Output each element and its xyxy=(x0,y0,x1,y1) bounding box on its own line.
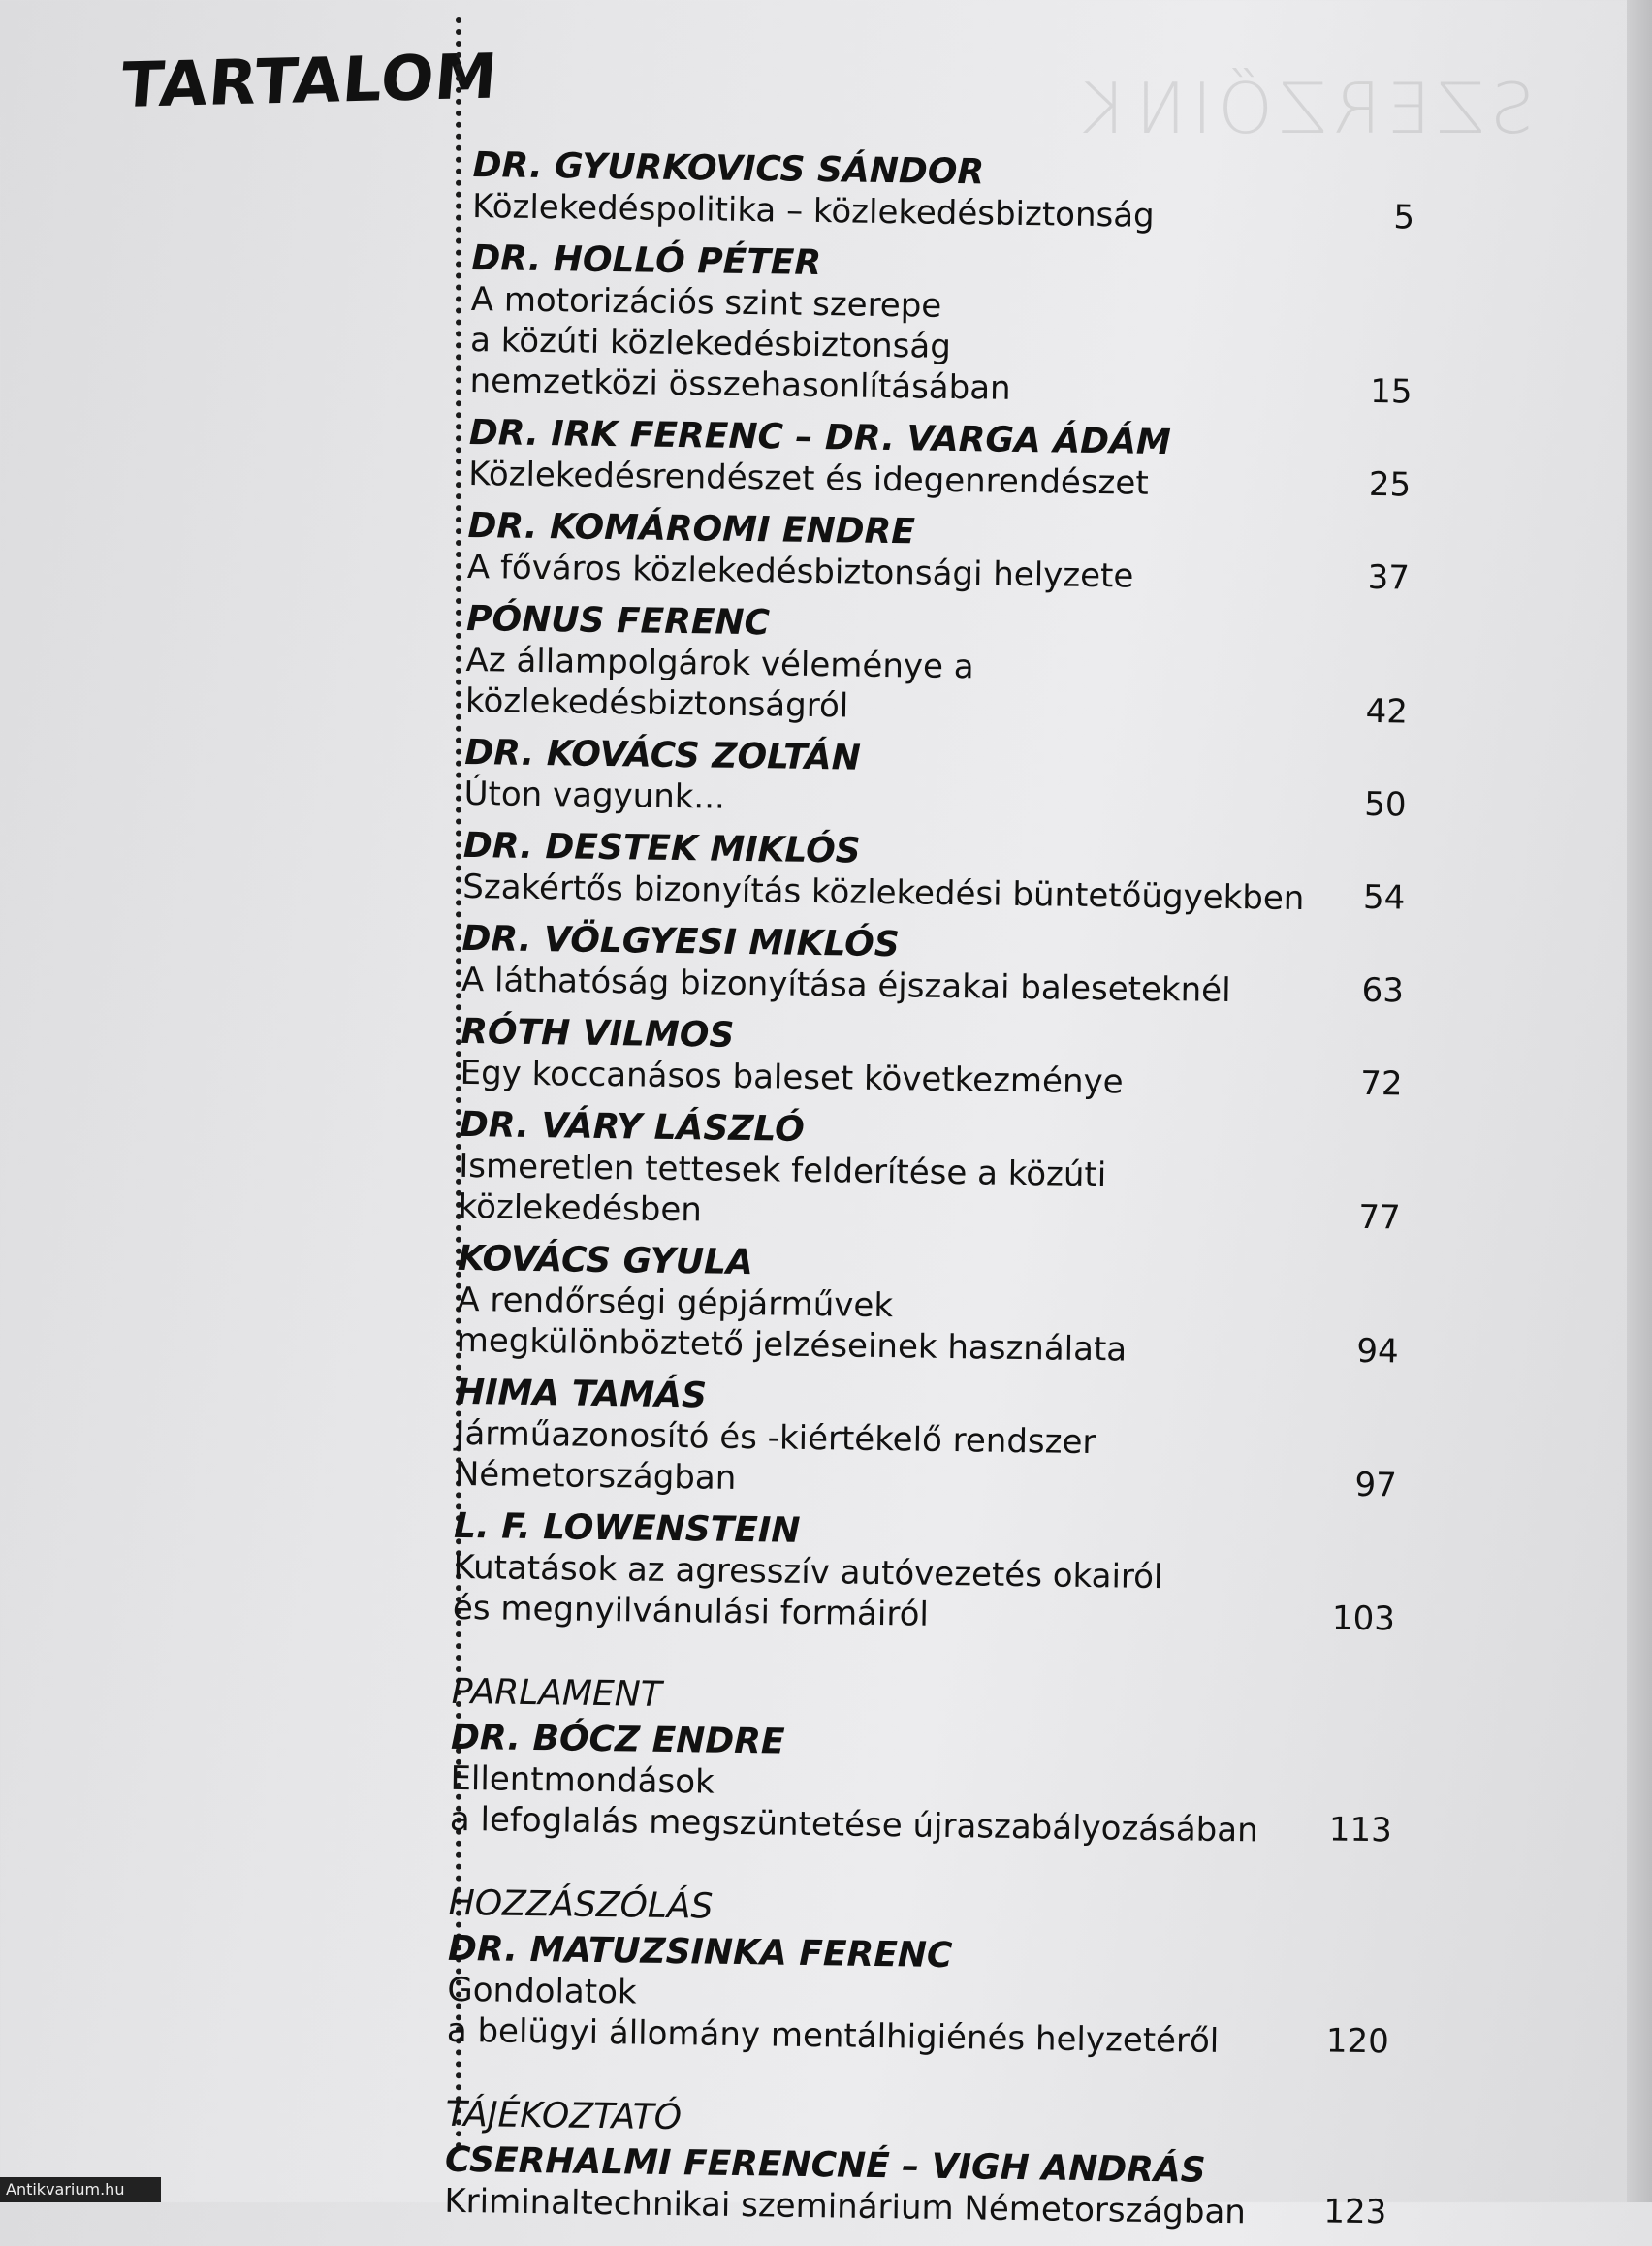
toc-entry xyxy=(469,238,1421,415)
toc-entry xyxy=(467,506,1418,601)
section-label-parlament: PARLAMENT xyxy=(451,1671,662,1715)
entry-title-line: Közlekedéspolitika – közlekedésbiztonság xyxy=(471,186,1155,236)
section-label-tajekoztato: TÁJÉKOZTATÓ xyxy=(445,2094,683,2138)
entry-title-line: Kutatások az agresszív autóvezetés okairól xyxy=(453,1547,1163,1598)
entry-title-line: A motorizációs szint szerepe xyxy=(470,279,942,326)
entry-title-line: Kriminaltechnikai szeminárium Németországban xyxy=(444,2181,1247,2232)
entry-page-number: 63 xyxy=(1361,970,1405,1011)
entry-title-line: megkülönböztető jelzéseinek használata xyxy=(456,1320,1128,1370)
entry-page-number: 42 xyxy=(1365,691,1409,732)
section-label-hozzaszolas: HOZZÁSZÓLÁS xyxy=(448,1882,714,1927)
entry-author: DR. KOMÁROMI ENDRE xyxy=(467,505,916,553)
entry-title-line: nemzetközi összehasonlításában xyxy=(469,361,1011,408)
entry-title-line: Az állampolgárok véleménye a közlekedésbiztonságról xyxy=(464,640,974,726)
entry-author: DR. VÁRY LÁSZLÓ xyxy=(459,1104,806,1150)
entry-title-line: Ismeretlen tettesek felderítése a közúti közlekedésben xyxy=(458,1146,1107,1230)
toc-entry xyxy=(453,1506,1405,1642)
entry-author: DR. HOLLÓ PÉTER xyxy=(471,237,822,284)
entry-title-line: A főváros közlekedésbiztonsági helyzete xyxy=(466,547,1134,596)
toc-entry xyxy=(465,599,1417,735)
entry-page-number: 77 xyxy=(1358,1197,1401,1238)
toc-entry xyxy=(444,2140,1395,2235)
page-edge xyxy=(1627,0,1652,2202)
entry-title-line: Szakértős bizonyítás közlekedési büntetőügyekben xyxy=(462,867,1305,919)
entry-page-number: 103 xyxy=(1331,1598,1396,1639)
entry-title-line: Egy koccanásos baleset következménye xyxy=(460,1053,1124,1102)
entry-title-line: és megnyilvánulási formáiról xyxy=(452,1588,930,1634)
entry-page-number: 120 xyxy=(1325,2021,1390,2062)
toc-entry xyxy=(460,1012,1411,1107)
entry-author: DR. MATUZSINKA FERENC xyxy=(447,1928,953,1977)
watermark: Antikvarium.hu xyxy=(0,2177,161,2202)
toc-entry xyxy=(458,1105,1410,1241)
entry-page-number: 113 xyxy=(1328,1810,1393,1851)
entry-author: DR. DESTEK MIKLÓS xyxy=(462,825,861,871)
page-title: TARTALOM xyxy=(118,41,501,122)
entry-title-line: Gondolatok xyxy=(447,1970,637,2012)
entry-title-line: a belügyi állomány mentálhigiénés helyzetéről xyxy=(446,2010,1220,2061)
toc-entry xyxy=(463,733,1414,828)
toc-entry xyxy=(462,826,1414,921)
bleed-through-heading: SZERZŐINK xyxy=(1076,68,1535,149)
toc-entry xyxy=(456,1239,1408,1375)
entry-author: L. F. LOWENSTEIN xyxy=(453,1505,801,1551)
entry-page-number: 54 xyxy=(1362,877,1406,918)
entry-author: KOVÁCS GYULA xyxy=(457,1238,754,1283)
entry-author: HIMA TAMÁS xyxy=(455,1372,708,1416)
entry-page-number: 72 xyxy=(1360,1063,1403,1104)
entry-title-line: a közúti közlekedésbiztonság xyxy=(469,320,952,366)
toc-entry xyxy=(447,1929,1399,2065)
toc-entry xyxy=(455,1373,1407,1508)
entry-title-line: Ellentmondások xyxy=(450,1758,715,1802)
toc-entry xyxy=(461,919,1413,1014)
entry-author: PÓNUS FERENC xyxy=(465,598,771,644)
entry-author: CSERHALMI FERENCNÉ – VIGH ANDRÁS xyxy=(444,2139,1206,2191)
entry-page-number: 94 xyxy=(1356,1331,1399,1372)
entry-page-number: 15 xyxy=(1369,371,1413,412)
entry-author: DR. BÓCZ ENDRE xyxy=(450,1717,785,1762)
entry-title-line: Úton vagyunk... xyxy=(463,774,726,817)
entry-title-line: Közlekedésrendészet és idegenrendészet xyxy=(467,454,1149,503)
toc-entry xyxy=(468,413,1419,508)
table-of-contents xyxy=(444,145,1423,2246)
entry-page-number: 97 xyxy=(1354,1465,1398,1505)
entry-author: DR. KOVÁCS ZOLTÁN xyxy=(463,732,862,778)
entry-page-number: 5 xyxy=(1393,198,1415,237)
entry-author: DR. IRK FERENC – DR. VARGA ÁDÁM xyxy=(468,412,1172,463)
entry-title-line: A rendőrségi gépjárművek xyxy=(457,1280,894,1326)
entry-author: DR. GYURKOVICS SÁNDOR xyxy=(472,145,985,193)
entry-page-number: 123 xyxy=(1323,2192,1387,2232)
entry-title-line: a lefoglalás megszüntetése újraszabályozásában xyxy=(449,1799,1258,1851)
toc-entry xyxy=(472,145,1423,240)
entry-author: RÓTH VILMOS xyxy=(460,1011,735,1056)
entry-page-number: 50 xyxy=(1364,784,1407,825)
entry-title-line: Járműazonosító és -kiértékelő rendszer Németországban xyxy=(454,1413,1096,1498)
toc-entry xyxy=(450,1718,1402,1853)
entry-page-number: 25 xyxy=(1368,464,1412,505)
entry-author: DR. VÖLGYESI MIKLÓS xyxy=(461,918,900,965)
entry-title-line: A láthatóság bizonyítása éjszakai baleseteknél xyxy=(461,960,1231,1010)
entry-page-number: 37 xyxy=(1367,557,1411,598)
